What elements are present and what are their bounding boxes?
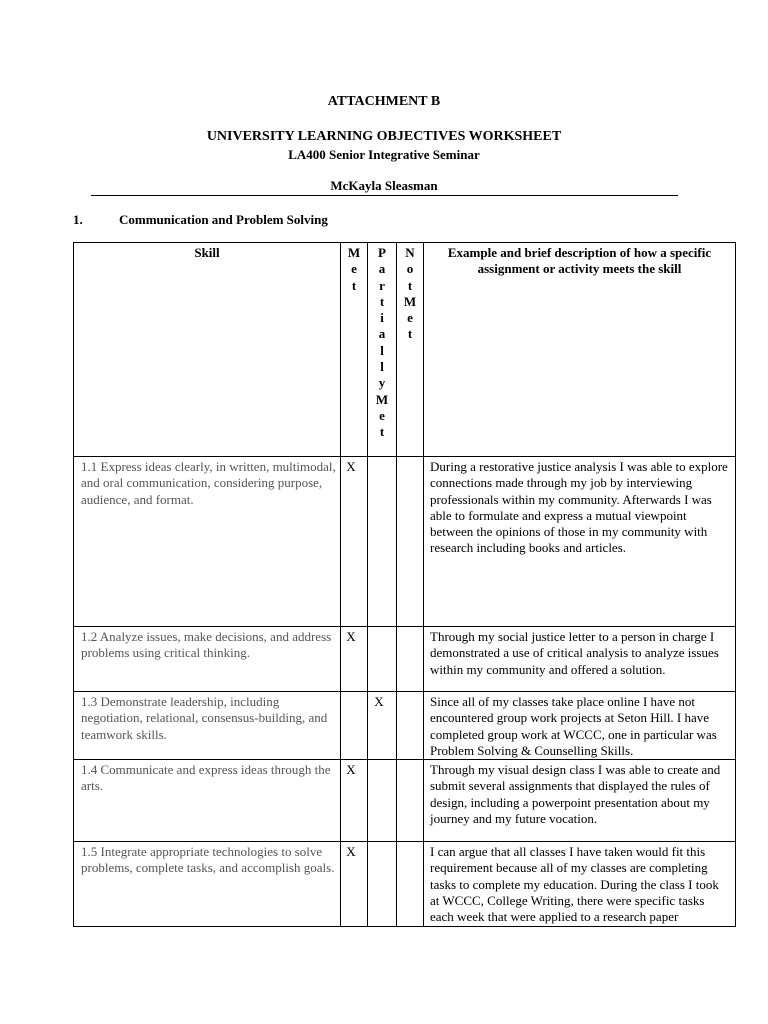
table-row <box>74 457 736 627</box>
header-letter: a <box>378 326 386 342</box>
header-letter: t <box>379 424 385 440</box>
section-title: Communication and Problem Solving <box>119 212 328 227</box>
header-letter: e <box>379 407 385 423</box>
header-letter: t <box>379 293 385 309</box>
met-cell <box>341 457 368 627</box>
skill-cell: 1.2 Analyze issues, make decisions, and address problems using critical thinking. <box>74 627 341 692</box>
header-letter: M <box>375 391 389 407</box>
header-letter: e <box>351 261 357 277</box>
not-met-cell <box>397 760 424 842</box>
met-cell <box>341 842 368 926</box>
met-mark: X <box>346 762 356 778</box>
partially-met-cell <box>368 842 397 926</box>
partially-met-mark: X <box>374 694 384 709</box>
table-header-row <box>74 243 736 457</box>
partially-met-cell <box>368 692 397 760</box>
table-row <box>74 842 736 926</box>
header-divider <box>91 195 678 196</box>
header-letter: l <box>380 359 384 375</box>
header-skill: Skill <box>74 243 341 457</box>
skill-cell: 1.4 Communicate and express ideas through the arts. <box>74 760 341 842</box>
example-cell: I can argue that all classes I have taken would fit this requirement because all of my classes are completing tasks to complete my education. During the class I took at WCCC, College Writing, there were specific tasks each week that were applied to a research paper <box>424 842 736 926</box>
met-cell <box>341 627 368 692</box>
partially-met-cell <box>368 457 397 627</box>
met-cell <box>341 692 368 760</box>
header-letter: l <box>380 342 384 358</box>
header-letter: P <box>378 245 386 260</box>
header-letter: r <box>379 277 385 293</box>
skill-cell: 1.5 Integrate appropriate technologies to solve problems, complete tasks, and accomplish goals. <box>74 842 341 926</box>
header-letter: t <box>407 326 413 342</box>
skill-cell: 1.3 Demonstrate leadership, including negotiation, relational, consensus-building, and teamwork skills. <box>74 692 341 760</box>
table-row <box>74 627 736 692</box>
met-mark: X <box>346 629 356 644</box>
met-cell <box>341 760 368 842</box>
met-mark: X <box>346 844 356 860</box>
skill-cell: 1.1 Express ideas clearly, in written, multimodal, and oral communication, considering purpose, audience, and format. <box>74 457 341 627</box>
objectives-table <box>73 242 736 927</box>
example-cell: During a restorative justice analysis I was able to explore connections made through my job by interviewing professionals within my community. Afterwards I was able to formulate and express a mutual viewpoint between the opinions of those in my community with research including books and articles. <box>424 457 736 627</box>
header-not-met <box>397 243 424 457</box>
attachment-label: ATTACHMENT B <box>327 94 441 109</box>
header-letter: N <box>405 245 415 260</box>
header-letter: M <box>403 293 417 309</box>
partially-met-cell <box>368 760 397 842</box>
header-letter: M <box>347 245 361 260</box>
not-met-cell <box>397 457 424 627</box>
header-partially-met <box>368 243 397 457</box>
header-letter: t <box>351 277 357 293</box>
section-number: 1. <box>73 212 83 227</box>
example-cell: Through my social justice letter to a person in charge I demonstrated a use of critical analysis to analyze issues within my community and offered a solution. <box>424 627 736 692</box>
header-letter: e <box>407 310 413 326</box>
course-title: LA400 Senior Integrative Seminar <box>288 147 480 162</box>
header-letter: y <box>378 375 386 391</box>
header-example: Example and brief description of how a specific assignment or activity meets the skill <box>424 243 736 457</box>
header-letter: t <box>407 277 413 293</box>
partially-met-cell <box>368 627 397 692</box>
header-letter: a <box>378 261 386 277</box>
not-met-cell <box>397 627 424 692</box>
table-row <box>74 760 736 842</box>
header-met <box>341 243 368 457</box>
example-cell: Since all of my classes take place online I have not encountered group work projects at Seton Hill. I have completed group work at WCCC, one in particular was Problem Solving & Counselling Skills. <box>424 692 736 760</box>
header-letter: o <box>406 261 414 277</box>
student-name: McKayla Sleasman <box>330 178 438 193</box>
worksheet-title: UNIVERSITY LEARNING OBJECTIVES WORKSHEET <box>206 129 562 144</box>
met-mark: X <box>346 459 356 474</box>
not-met-cell <box>397 842 424 926</box>
header-letter: i <box>380 310 384 326</box>
not-met-cell <box>397 692 424 760</box>
table-row <box>74 692 736 760</box>
example-cell: Through my visual design class I was able to create and submit several assignments that displayed the rules of design, including a powerpoint presentation about my journey and my future vocation. <box>424 760 736 842</box>
